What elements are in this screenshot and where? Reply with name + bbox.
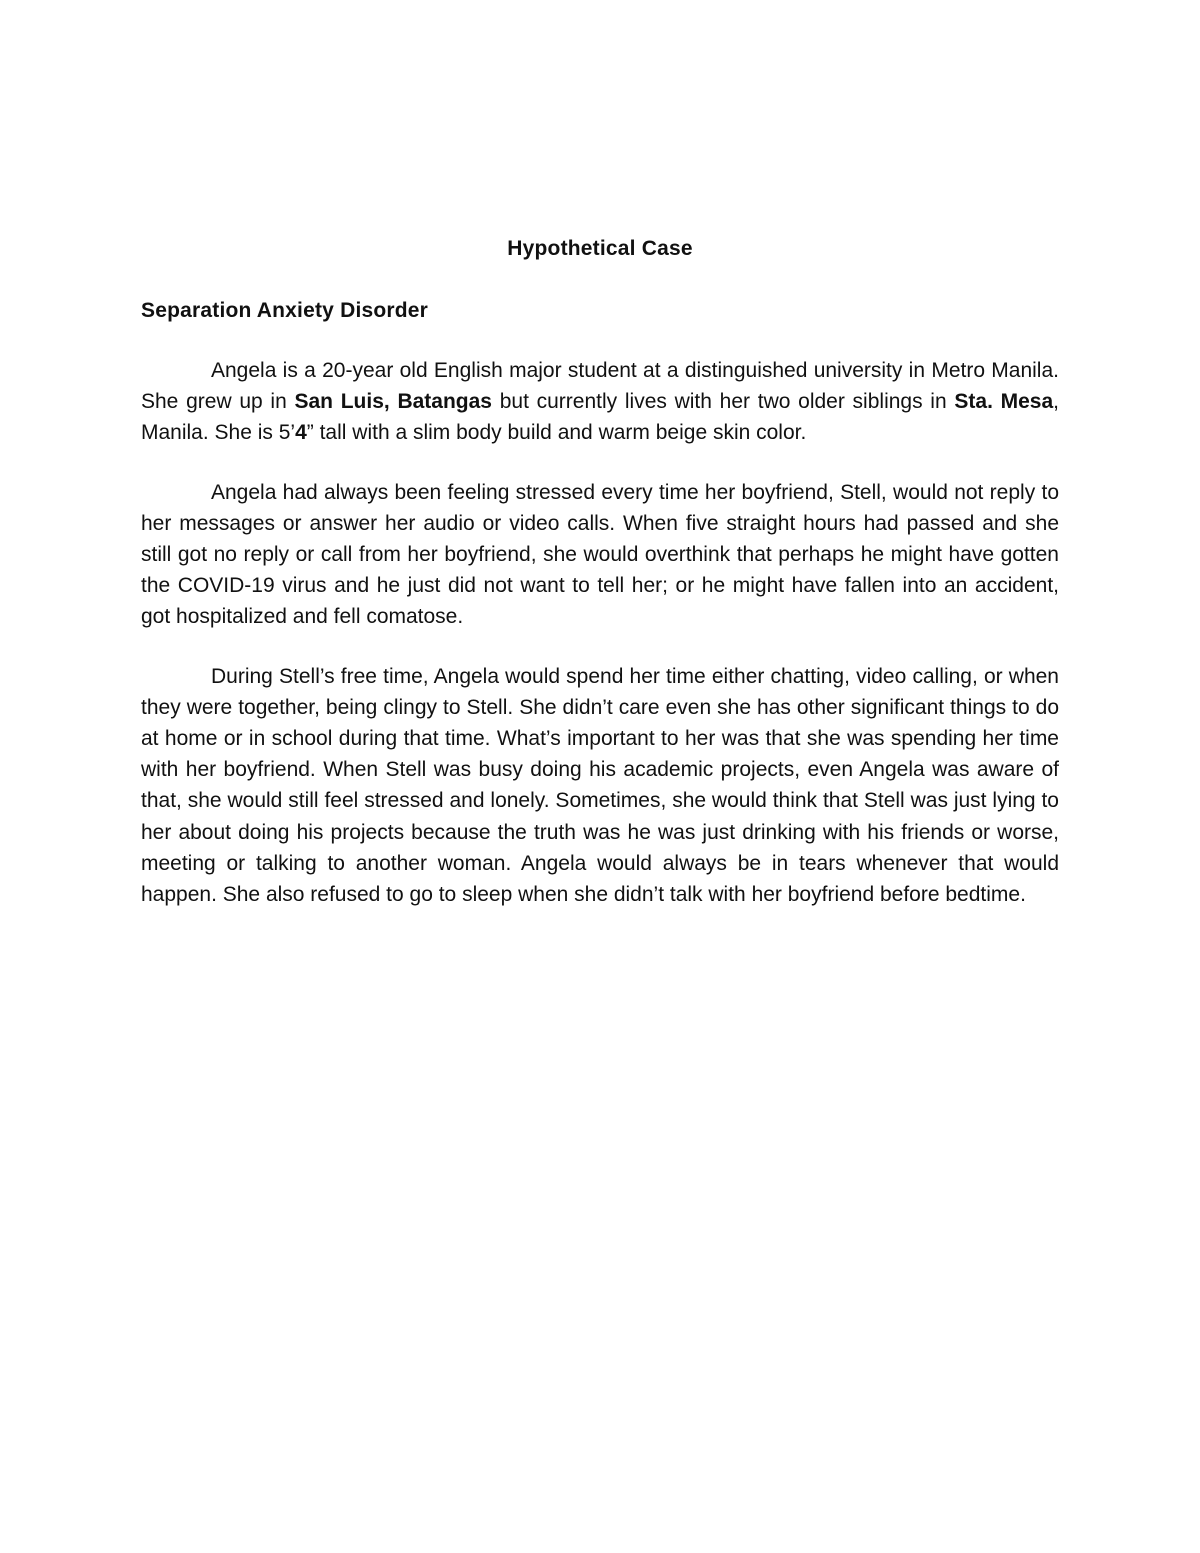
section-heading: Separation Anxiety Disorder (141, 299, 429, 322)
place-residence: Sta. Mesa (954, 390, 1054, 414)
paragraph-stress: Angela had always been feeling stressed every time her boyfriend, Stell, would not reply to her messages or answer her audio or video calls. When five straight hours had passed and she still got no reply or call from her boyfriend, she would overthink that perhaps he might have gotten the COVID-19 virus and he just did not want to tell her; or he might have fallen into an accident, got hospitalized and fell comatose. (141, 480, 1059, 629)
place-hometown: San Luis, Batangas (294, 390, 492, 414)
paragraph-background-text-1: Angela is a 20-year old English major student at a distinguished university in Metro Manila. She grew up in (141, 359, 1059, 414)
paragraph-background (141, 355, 1059, 449)
paragraph-background-text-4: ” tall with a slim body build and warm beige skin color. (306, 421, 807, 445)
paragraph-background-text-3: , Manila. She is 5’ (141, 390, 1060, 445)
height-inches: 4 (295, 421, 307, 445)
document-body (141, 232, 1059, 910)
paragraph-background-text-2: but currently lives with her two older siblings in (491, 390, 955, 414)
document-title: Hypothetical Case (507, 237, 693, 260)
paragraph-behavior: During Stell’s free time, Angela would spend her time either chatting, video calling, or when they were together, being clingy to Stell. She didn’t care even she has other significant things to do at home or in school during that time. What’s important to her was that she was spending her time with her boyfriend. When Stell was busy doing his academic projects, even Angela was aware of that, she would still feel stressed and lonely. Sometimes, she would think that Stell was just lying to her about doing his projects because the truth was he was just drinking with his friends or worse, meeting or talking to another woman. Angela would always be in tears whenever that would happen. She also refused to go to sleep when she didn’t talk with her boyfriend before bedtime. (141, 664, 1059, 907)
